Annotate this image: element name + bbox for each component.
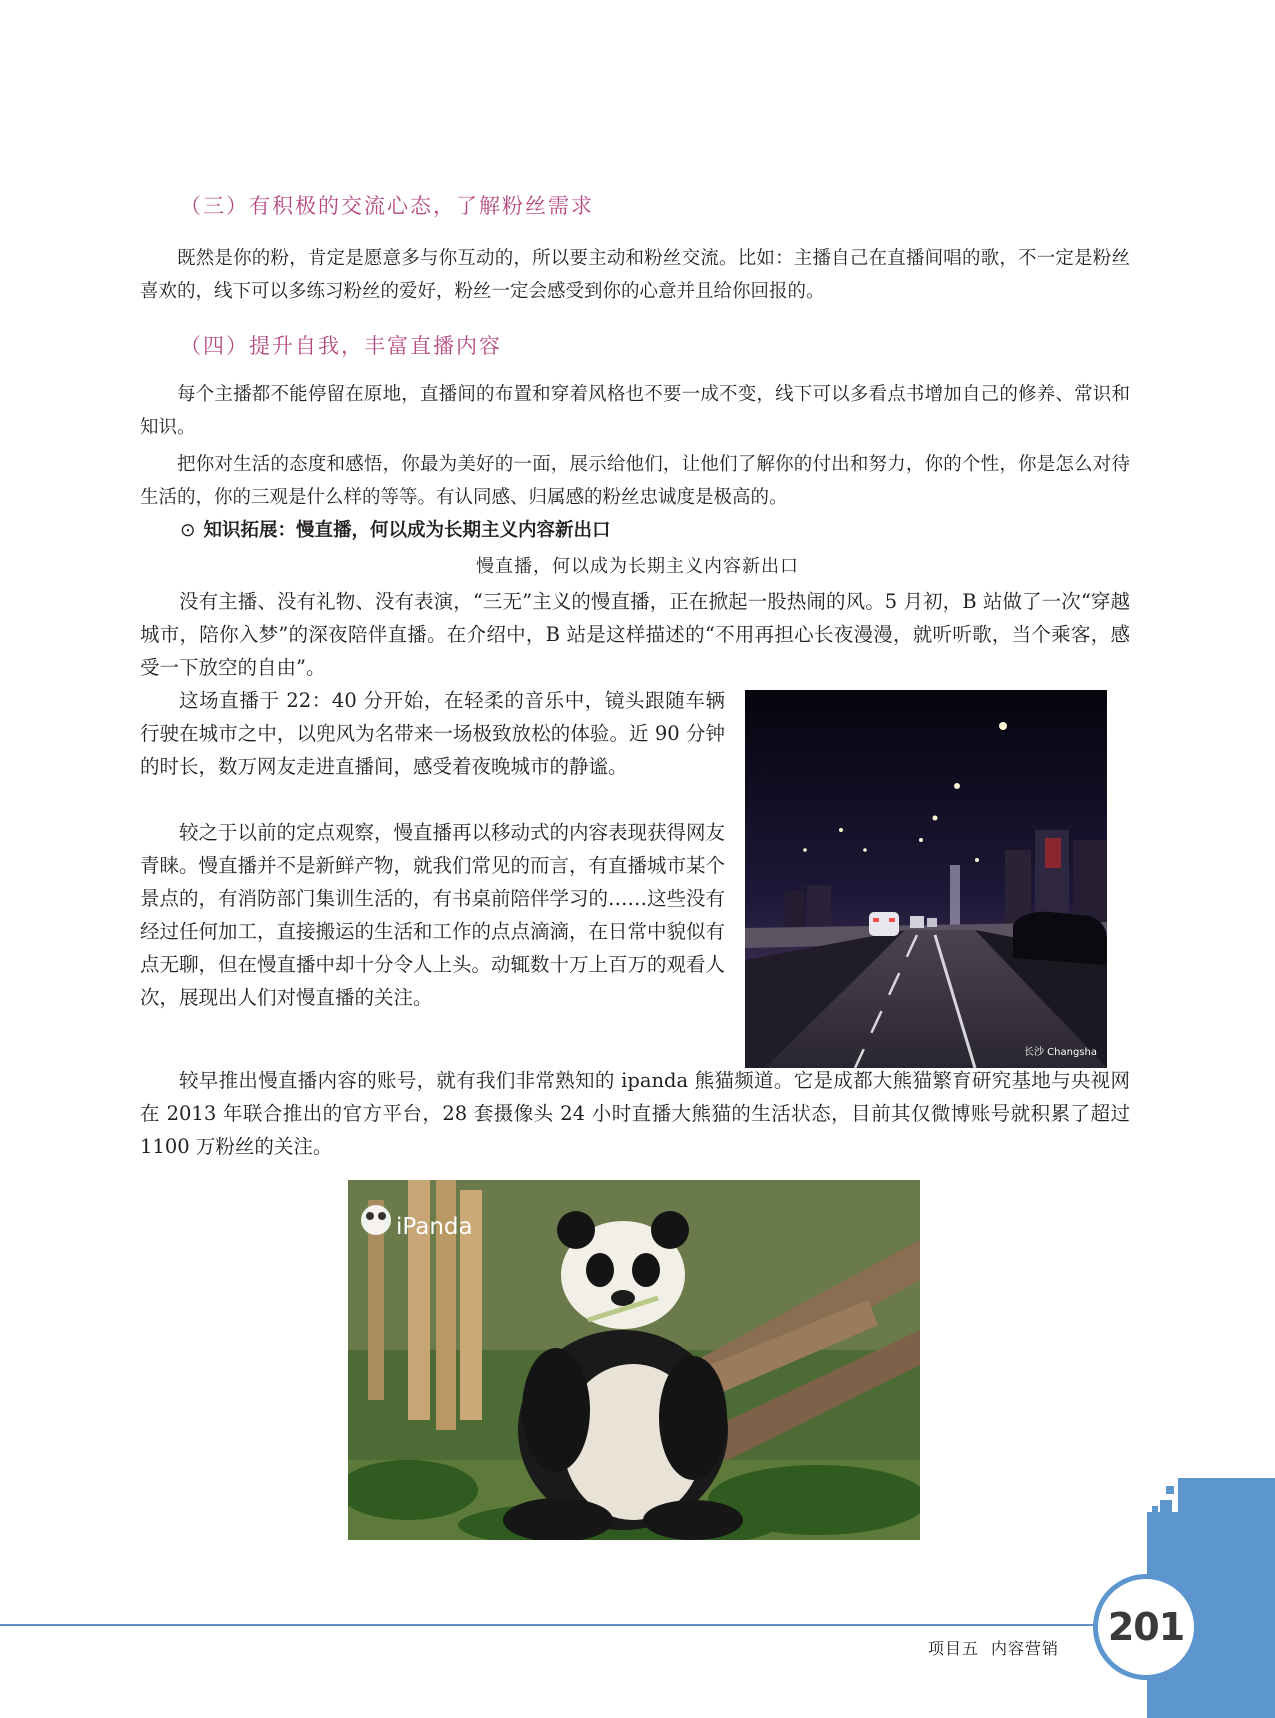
pixel-decoration (1152, 1506, 1158, 1512)
knowledge-extension-title (180, 516, 611, 542)
footer-project: 项目五 (928, 1639, 980, 1658)
pixel-decoration (1160, 1500, 1172, 1512)
section-4-paragraph-1: 每个主播都不能停留在原地，直播间的布置和穿着风格也不要一成不变，线下可以多看点书增加自己的修养、常识和知识。 (140, 384, 1130, 438)
section-3-paragraph: 既然是你的粉，肯定是愿意多与你互动的，所以要主动和粉丝交流。比如：主播自己在直播间唱的歌，不一定是粉丝喜欢的，线下可以多练习粉丝的爱好，粉丝一定会感受到你的心意并且给你回报的。 (140, 248, 1130, 302)
article-paragraph-2: 这场直播于 22：40 分开始，在轻柔的音乐中，镜头跟随车辆行驶在城市之中，以兜风为名带来一场极致放松的体验。近 90 分钟的时长，数万网友走进直播间，感受着夜晚城市的静谧。 (140, 689, 725, 778)
footer-divider (0, 1624, 1100, 1626)
footer-chapter: 内容营销 (991, 1639, 1060, 1658)
corner-decoration-step (1178, 1478, 1275, 1512)
section-heading-3: （三）有积极的交流心态，了解粉丝需求 (180, 194, 594, 218)
night-road-illustration (745, 690, 1107, 1068)
page-number: 201 (1107, 1605, 1185, 1649)
article-title: 慢直播，何以成为长期主义内容新出口 (476, 556, 799, 577)
target-icon: ⊙ (180, 520, 196, 541)
ipanda-watermark: iPanda (396, 1214, 473, 1240)
article-paragraph-1: 没有主播、没有礼物、没有表演，“三无”主义的慢直播，正在掀起一股热闹的风。5 月初，B 站做了一次“穿越城市，陪你入梦”的深夜陪伴直播。在介绍中，B 站是这样描述的“不用再担心长夜漫漫，就听听歌，当个乘客，感受一下放空的自由”。 (140, 590, 1130, 679)
knowledge-extension-label: 知识拓展：慢直播，何以成为长期主义内容新出口 (203, 520, 611, 541)
section-4-paragraph-2: 把你对生活的态度和感悟，你最为美好的一面，展示给他们，让他们了解你的付出和努力，你的个性，你是怎么对待生活的，你的三观是什么样的等等。有认同感、归属感的粉丝忠诚度是极高的。 (140, 454, 1130, 508)
footer-running-title (928, 1636, 1071, 1659)
article-paragraph-4: 较早推出慢直播内容的账号，就有我们非常熟知的 ipanda 熊猫频道。它是成都大熊猫繁育研究基地与央视网在 2013 年联合推出的官方平台，28 套摄像头 24 小时直播大熊猫的生活状态，目前其仅微博账号就积累了超过 1100 万粉丝的关注。 (140, 1069, 1130, 1158)
pixel-decoration (1166, 1486, 1174, 1494)
panda-photo (348, 1180, 920, 1540)
night-city-drive-photo (745, 690, 1107, 1068)
page-number-badge (1093, 1574, 1199, 1680)
article-paragraph-3: 较之于以前的定点观察，慢直播再以移动式的内容表现获得网友青睐。慢直播并不是新鲜产物，就我们常见的而言，有直播城市某个景点的，有消防部门集训生活的，有书桌前陪伴学习的……这些没有经过任何加工，直接搬运的生活和工作的点点滴滴，在日常中貌似有点无聊，但在慢直播中却十分令人上头。动辄数十万上百万的观看人次，展现出人们对慢直播的关注。 (140, 821, 726, 1009)
location-watermark: 长沙 Changsha (1024, 1047, 1097, 1058)
section-heading-4: （四）提升自我，丰富直播内容 (180, 334, 502, 358)
